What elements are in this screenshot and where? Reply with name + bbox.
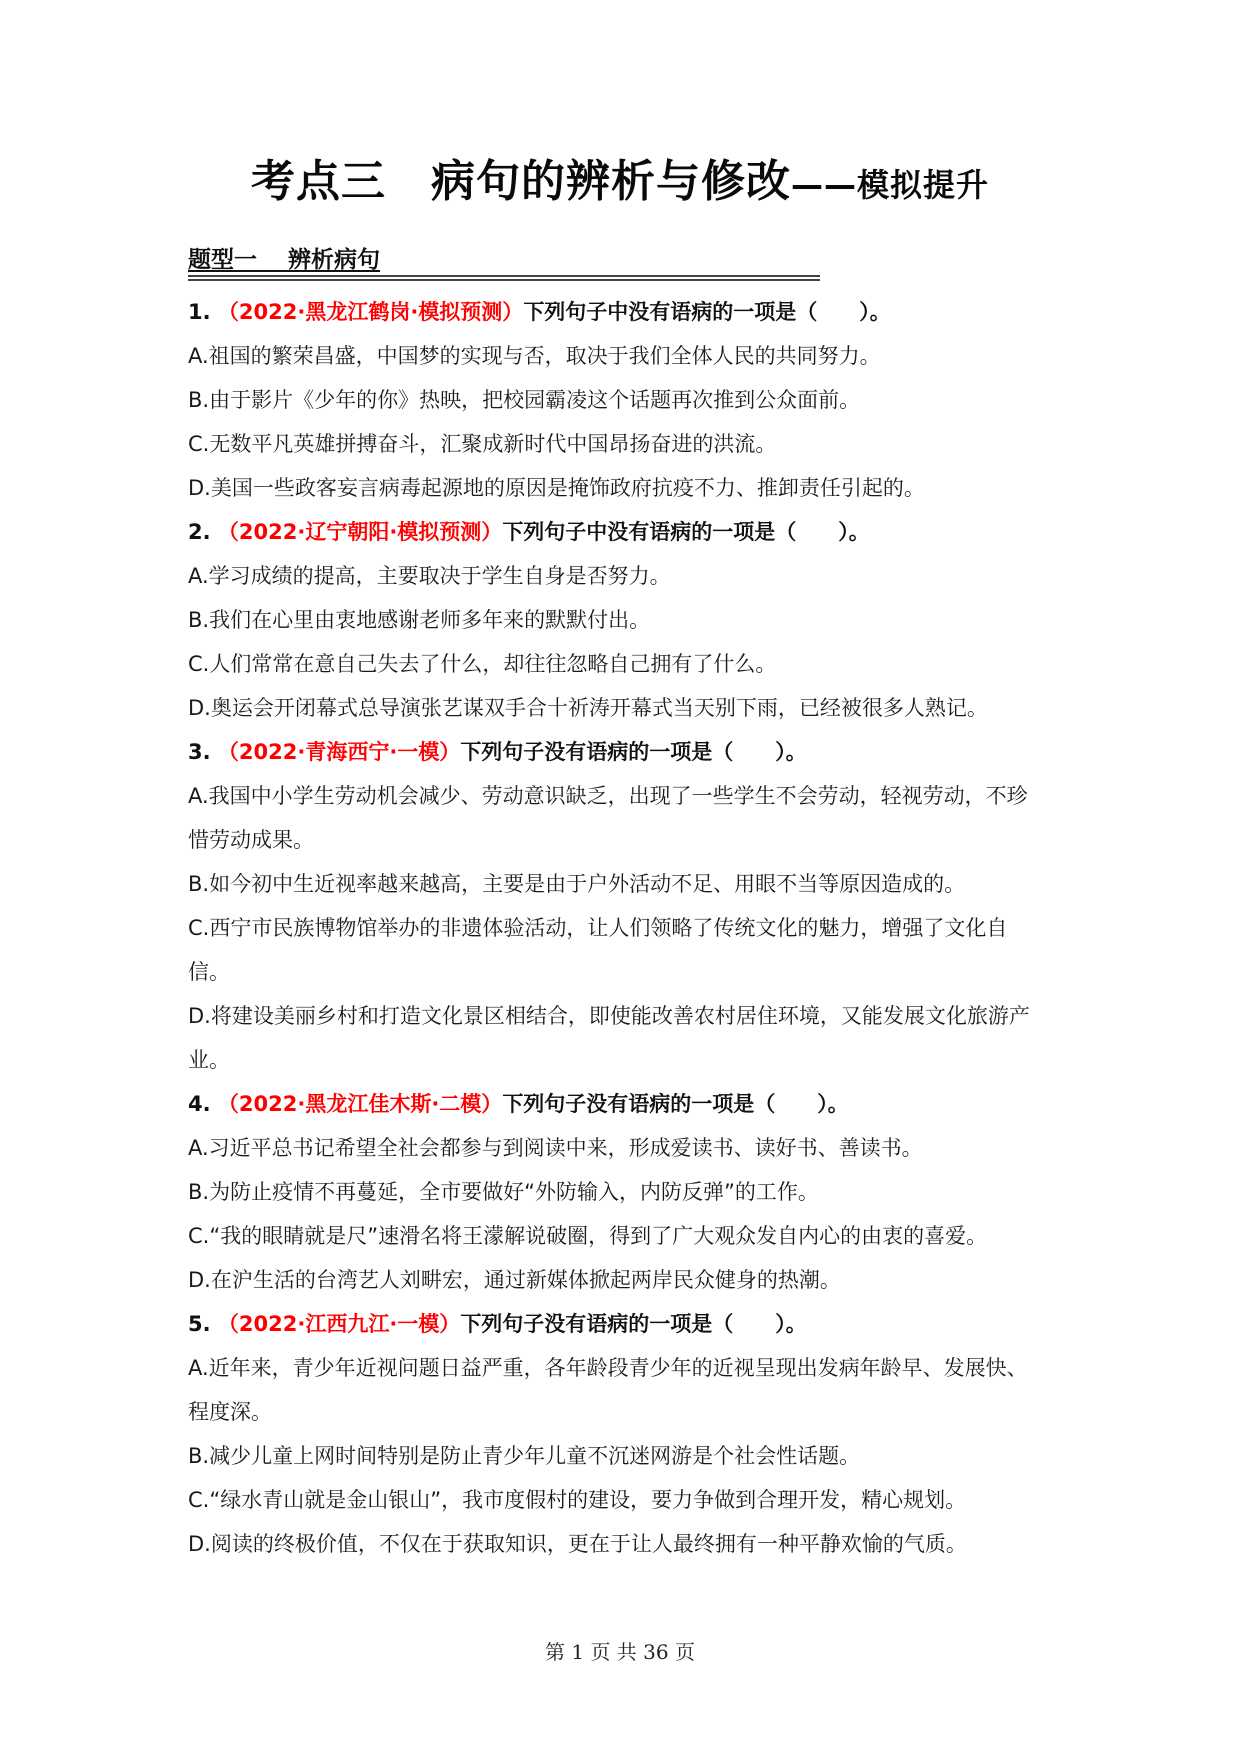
option-c: C.无数平凡英雄拼搏奋斗，汇聚成新时代中国昂扬奋进的洪流。: [188, 432, 777, 456]
option-b: B.为防止疫情不再蔓延，全市要做好“外防输入，内防反弹”的工作。: [188, 1180, 819, 1204]
question-source: （2022·黑龙江佳木斯·二模）: [217, 1092, 503, 1116]
option-a: A.近年来，青少年近视问题日益严重，各年龄段青少年的近视呈现出发病年龄早、发展快、程度深。: [188, 1356, 1028, 1424]
option-a: A.学习成绩的提高，主要取决于学生自身是否努力。: [188, 564, 671, 588]
option-d: D.在沪生活的台湾艺人刘畊宏，通过新媒体掀起两岸民众健身的热潮。: [188, 1268, 841, 1292]
question-5: [188, 1302, 1048, 1566]
question-stem: [188, 1302, 1048, 1346]
question-stem: [188, 730, 1048, 774]
option-c: C.“绿水青山就是金山银山”，我市度假村的建设，要力争做到合理开发，精心规划。: [188, 1488, 967, 1512]
page-indicator: 第 1 页 共 36 页: [545, 1640, 695, 1664]
question-prompt: 下列句子没有语病的一项是（ ）。: [460, 740, 807, 764]
question-prompt: 下列句子没有语病的一项是（ ）。: [502, 1092, 849, 1116]
question-source: （2022·辽宁朝阳·模拟预测）: [217, 520, 503, 544]
option-d: D.美国一些政客妄言病毒起源地的原因是掩饰政府抗疫不力、推卸责任引起的。: [188, 476, 925, 500]
question-prompt: 下列句子中没有语病的一项是（ ）。: [502, 520, 870, 544]
option-a: A.我国中小学生劳动机会减少、劳动意识缺乏，出现了一些学生不会劳动，轻视劳动，不珍惜劳动成果。: [188, 784, 1028, 852]
question-list: [188, 290, 1048, 1566]
option-b: B.由于影片《少年的你》热映，把校园霸凌这个话题再次推到公众面前。: [188, 388, 861, 412]
question-stem: [188, 1082, 1048, 1126]
question-prompt: 下列句子没有语病的一项是（ ）。: [460, 1312, 807, 1336]
title-sub: ——模拟提升: [790, 166, 989, 204]
option-b: B.如今初中生近视率越来越高，主要是由于户外活动不足、用眼不当等原因造成的。: [188, 872, 966, 896]
question-stem: [188, 290, 1048, 334]
title-main: 考点三 病句的辨析与修改: [250, 156, 791, 207]
question-number: 5.: [188, 1312, 211, 1336]
option-b: B.减少儿童上网时间特别是防止青少年儿童不沉迷网游是个社会性话题。: [188, 1444, 861, 1468]
question-prompt: 下列句子中没有语病的一项是（ ）。: [523, 300, 891, 324]
question-source: （2022·江西九江·一模）: [217, 1312, 461, 1336]
option-d: D.奥运会开闭幕式总导演张艺谋双手合十祈涛开幕式当天别下雨，已经被很多人熟记。: [188, 696, 988, 720]
option-c: C.人们常常在意自己失去了什么，却往往忽略自己拥有了什么。: [188, 652, 777, 676]
option-a: A.祖国的繁荣昌盛，中国梦的实现与否，取决于我们全体人民的共同努力。: [188, 344, 881, 368]
section-double-rule: [188, 275, 820, 281]
option-c: C.西宁市民族博物馆举办的非遗体验活动，让人们领略了传统文化的魅力，增强了文化自信。: [188, 916, 1008, 984]
question-3: [188, 730, 1048, 1082]
option-c: C.“我的眼睛就是尺”速滑名将王濛解说破圈，得到了广大观众发自内心的由衷的喜爱。: [188, 1224, 988, 1248]
question-number: 3.: [188, 740, 211, 764]
question-source: （2022·青海西宁·一模）: [217, 740, 461, 764]
section-heading-text: 题型一 辨析病句: [188, 247, 381, 273]
question-number: 4.: [188, 1092, 211, 1116]
question-1: [188, 290, 1048, 510]
question-number: 1.: [188, 300, 211, 324]
option-a: A.习近平总书记希望全社会都参与到阅读中来，形成爱读书、读好书、善读书。: [188, 1136, 923, 1160]
question-stem: [188, 510, 1048, 554]
option-d: D.阅读的终极价值，不仅在于获取知识，更在于让人最终拥有一种平静欢愉的气质。: [188, 1532, 967, 1556]
page-footer: [0, 1636, 1240, 1665]
question-2: [188, 510, 1048, 730]
document-title: [0, 152, 1240, 215]
question-source: （2022·黑龙江鹤岗·模拟预测）: [217, 300, 524, 324]
question-number: 2.: [188, 520, 211, 544]
section-heading: [188, 246, 820, 282]
option-d: D.将建设美丽乡村和打造文化景区相结合，即使能改善农村居住环境，又能发展文化旅游产业。: [188, 1004, 1030, 1072]
question-4: [188, 1082, 1048, 1302]
option-b: B.我们在心里由衷地感谢老师多年来的默默付出。: [188, 608, 651, 632]
